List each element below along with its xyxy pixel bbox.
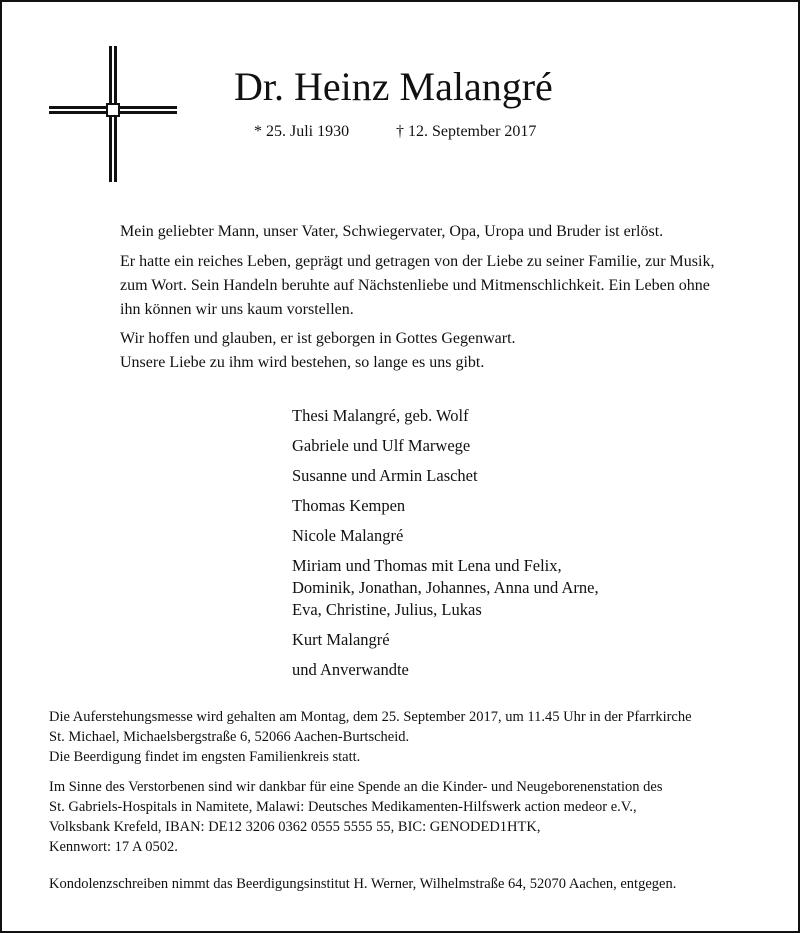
birth-date: * 25. Juli 1930 [254, 123, 350, 140]
list-item [292, 495, 599, 517]
mourner-name: Nicole Malangré [292, 526, 404, 545]
mourner-name: Gabriele und Ulf Marwege [292, 436, 471, 455]
mourner-name: Susanne und Armin Laschet [292, 466, 478, 485]
text-line: Im Sinne des Verstorbenen sind wir dankbar für eine Spende an die Kinder- und Neugeborenenstation des [49, 779, 663, 795]
message-paragraph-2 [120, 250, 760, 322]
text-line: Kennwort: 17 A 0502. [49, 839, 178, 855]
mourner-name: Eva, Christine, Julius, Lukas [292, 600, 482, 619]
list-item [292, 659, 599, 681]
list-item [292, 405, 599, 427]
text-line: ihn können wir uns kaum vorstellen. [120, 301, 354, 318]
text-line: Volksbank Krefeld, IBAN: DE12 3206 0362 0555 5555 55, BIC: GENODED1HTK, [49, 819, 541, 835]
text-line: St. Gabriels-Hospitals in Namitete, Malawi: Deutsches Medikamenten-Hilfswerk action medeor e.V., [49, 799, 637, 815]
funeral-info [49, 707, 769, 767]
mourner-name: Miriam und Thomas mit Lena und Felix, [292, 556, 562, 575]
list-item [292, 465, 599, 487]
condolence-info [49, 874, 769, 894]
text-line: St. Michael, Michaelsbergstraße 6, 52066 Aachen-Burtscheid. [49, 729, 410, 745]
donation-info [49, 777, 769, 857]
text-line: Die Auferstehungsmesse wird gehalten am Montag, dem 25. September 2017, um 11.45 Uhr in der Pfarrkirche [49, 709, 692, 725]
deceased-name: Dr. Heinz Malangré [234, 64, 553, 109]
text-line: Unsere Liebe zu ihm wird bestehen, so lange es uns gibt. [120, 354, 485, 371]
mourners-list [292, 405, 599, 689]
mourner-name: Kurt Malangré [292, 630, 390, 649]
message-paragraph-3 [120, 327, 760, 375]
text-line: Er hatte ein reiches Leben, geprägt und getragen von der Liebe zu seiner Familie, zur Musik, [120, 253, 715, 270]
text-line: Wir hoffen und glauben, er ist geborgen in Gottes Gegenwart. [120, 330, 516, 347]
text-line: Mein geliebter Mann, unser Vater, Schwiegervater, Opa, Uropa und Bruder ist erlöst. [120, 223, 664, 240]
list-item [292, 555, 599, 621]
mourner-name: und Anverwandte [292, 660, 409, 679]
mourner-name: Thesi Malangré, geb. Wolf [292, 406, 469, 425]
list-item [292, 525, 599, 547]
mourner-name: Dominik, Jonathan, Johannes, Anna und Arne, [292, 578, 599, 597]
death-date: † 12. September 2017 [396, 123, 537, 140]
text-line: Die Beerdigung findet im engsten Familienkreis statt. [49, 749, 361, 765]
mourner-name: Thomas Kempen [292, 496, 406, 515]
text-line: Kondolenzschreiben nimmt das Beerdigungsinstitut H. Werner, Wilhelmstraße 64, 52070 Aachen, entgegen. [49, 876, 677, 892]
message-paragraph-1 [120, 220, 760, 244]
text-line: zum Wort. Sein Handeln beruhte auf Nächstenliebe und Mitmenschlichkeit. Ein Leben ohne [120, 277, 710, 294]
list-item [292, 629, 599, 651]
cross-icon [49, 46, 177, 182]
list-item [292, 435, 599, 457]
